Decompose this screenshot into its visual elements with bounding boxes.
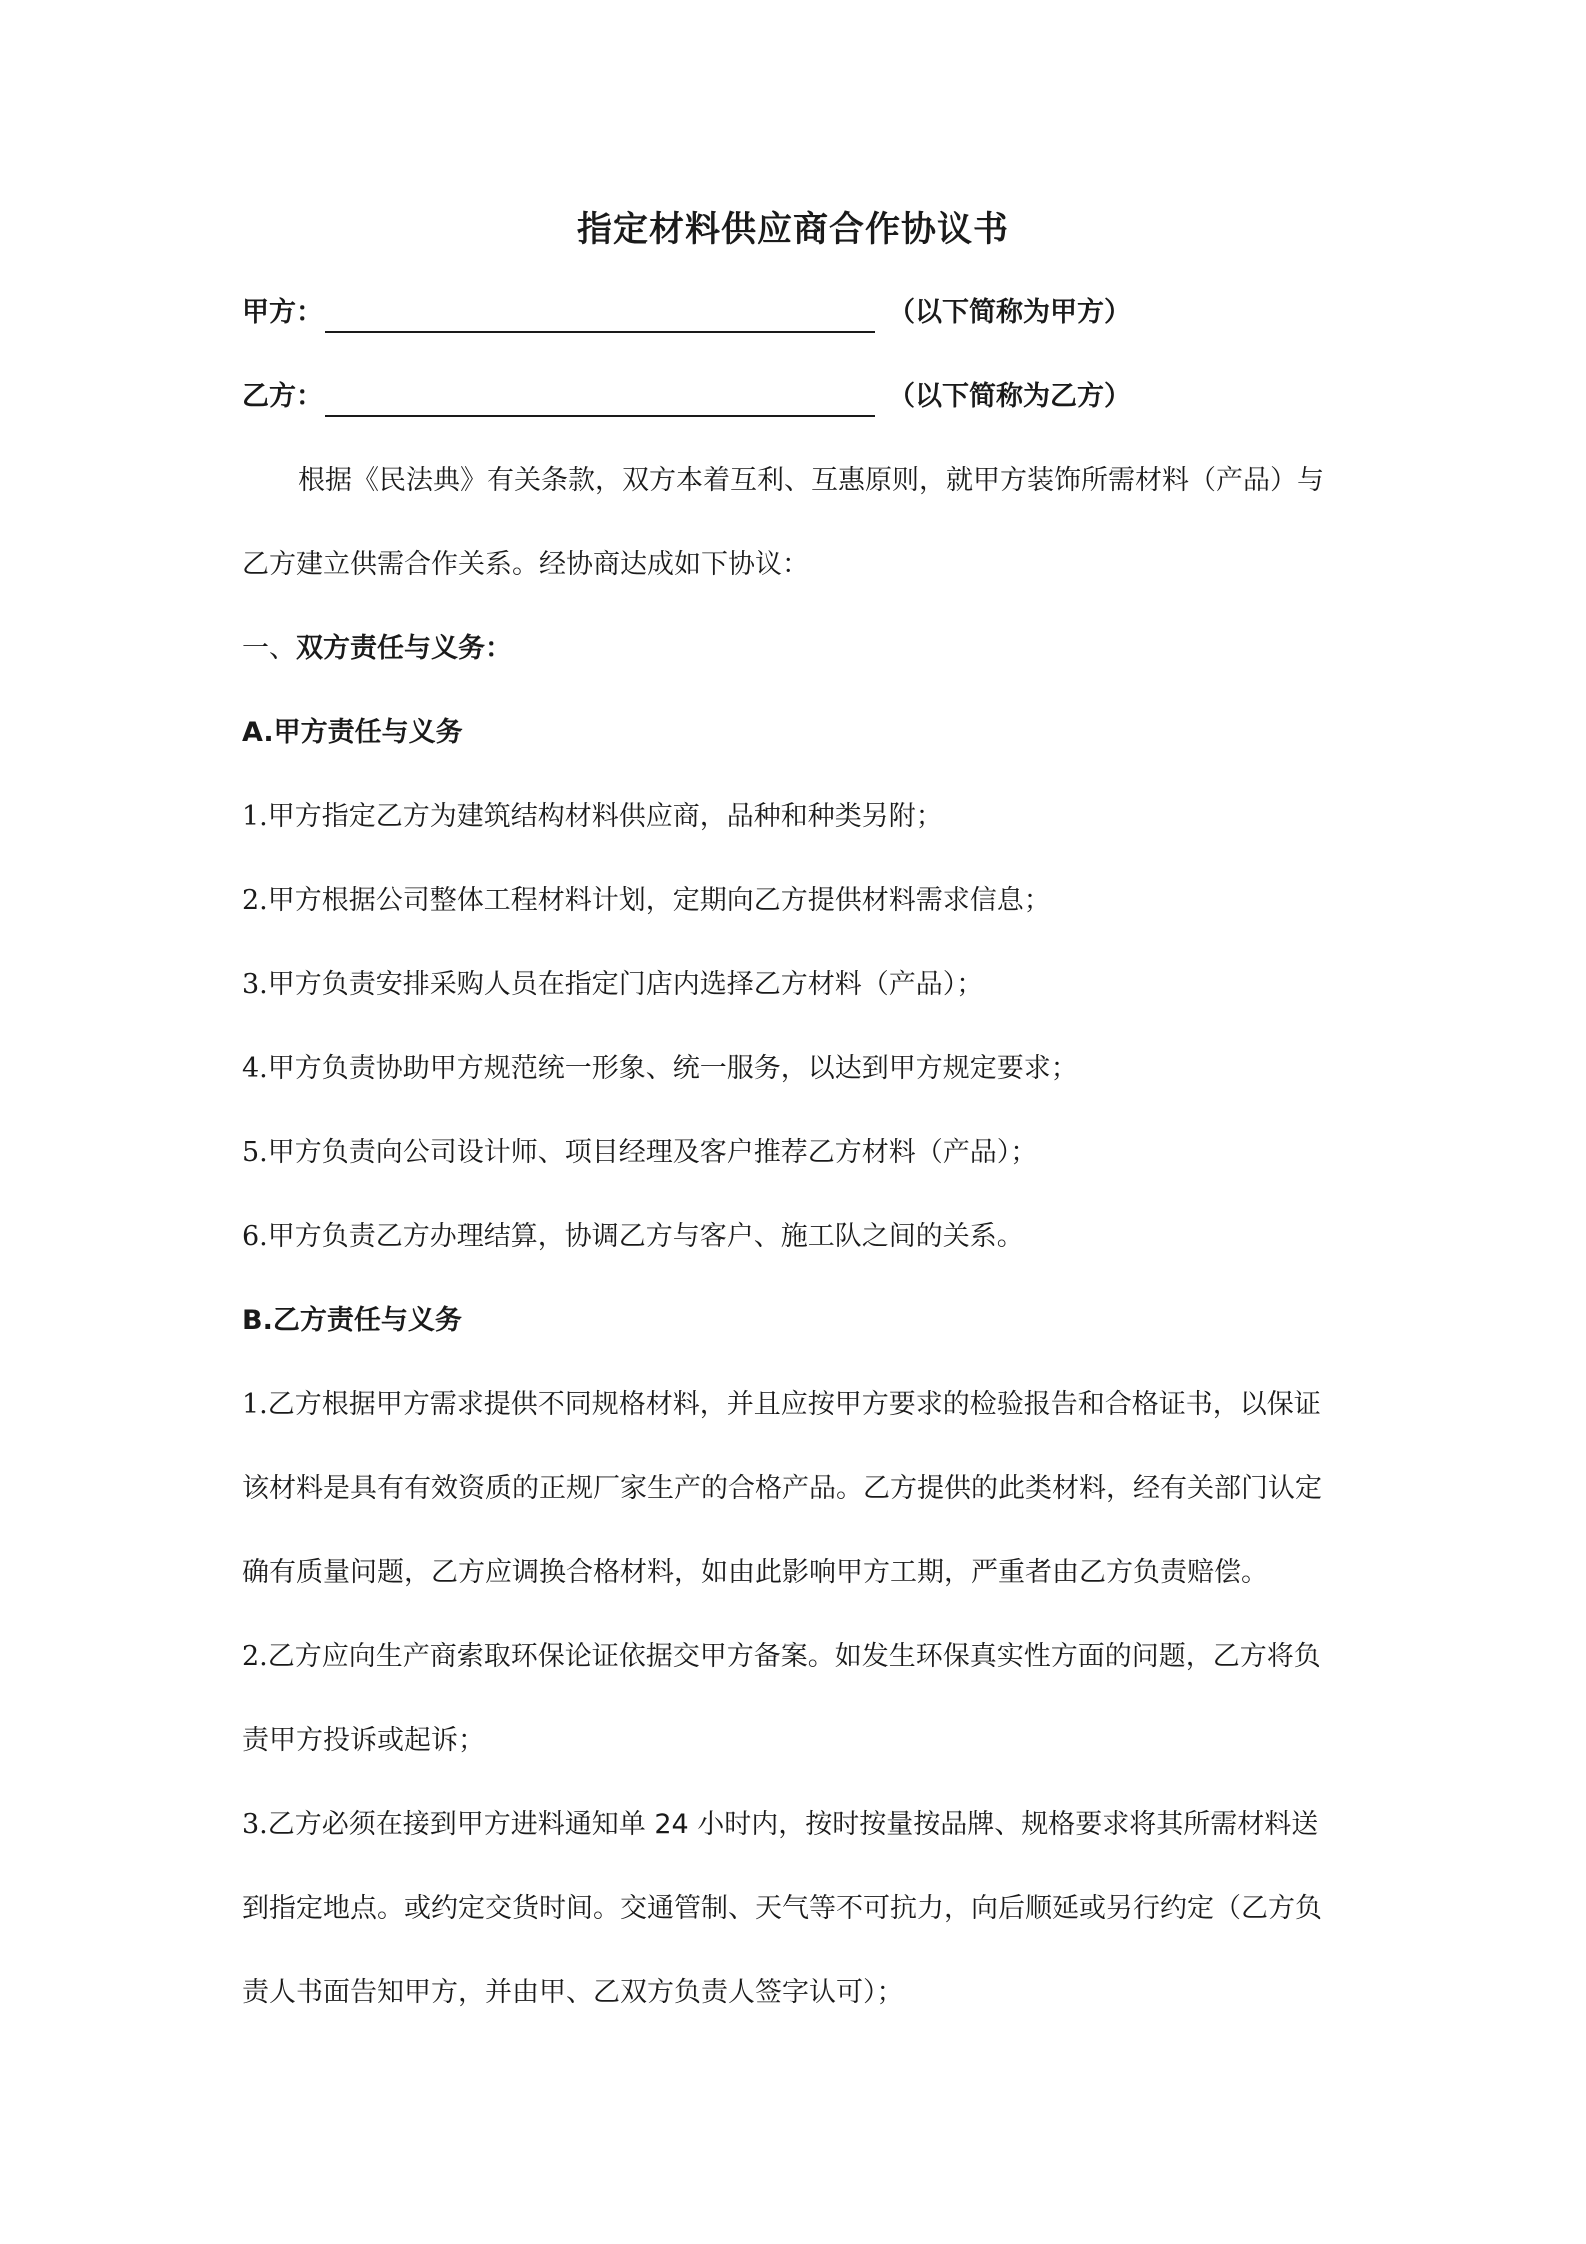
- party-a-label: 甲方：: [242, 297, 323, 328]
- item-number: 2.: [242, 885, 268, 916]
- party-b-label: 乙方：: [242, 381, 323, 412]
- list-item: [242, 797, 1362, 837]
- item-text: 甲方负责向公司设计师、项目经理及客户推荐乙方材料（产品）；: [267, 1137, 1038, 1168]
- item-continuation: 到指定地点。或约定交货时间。交通管制、天气等不可抗力，向后顺延或另行约定（乙方负: [242, 1893, 1322, 1924]
- sub-b-heading: B.乙方责任与义务: [242, 1305, 462, 1336]
- item-number: 3.: [242, 1809, 268, 1840]
- item-number: 3.: [242, 969, 268, 1000]
- list-item: [242, 965, 1362, 1005]
- list-item: [242, 1217, 1362, 1257]
- item-text: 甲方指定乙方为建筑结构材料供应商，品种和种类另附；: [267, 801, 943, 832]
- list-item: [242, 1805, 1362, 1845]
- item-number: 2.: [242, 1641, 268, 1672]
- sub-a-heading: A.甲方责任与义务: [242, 717, 463, 748]
- item-text: 甲方根据公司整体工程材料计划，定期向乙方提供材料需求信息；: [267, 885, 1051, 916]
- item-number: 1.: [242, 801, 268, 832]
- item-text: 乙方应向生产商索取环保论证依据交甲方备案。如发生环保真实性方面的问题，乙方将负: [267, 1641, 1321, 1672]
- list-item: [242, 1049, 1362, 1089]
- item-number: 4.: [242, 1053, 268, 1084]
- item-text: 甲方负责安排采购人员在指定门店内选择乙方材料（产品）；: [267, 969, 984, 1000]
- item-continuation: 确有质量问题，乙方应调换合格材料，如由此影响甲方工期，严重者由乙方负责赔偿。: [242, 1557, 1268, 1588]
- list-item: [242, 1637, 1362, 1677]
- list-item: [242, 1133, 1362, 1173]
- document-title: 指定材料供应商合作协议书: [576, 210, 1009, 250]
- section-1-heading: 一、双方责任与义务：: [242, 633, 512, 664]
- intro-line-2: 乙方建立供需合作关系。经协商达成如下协议：: [242, 549, 809, 580]
- item-continuation: 该材料是具有有效资质的正规厂家生产的合格产品。乙方提供的此类材料，经有关部门认定: [242, 1473, 1322, 1504]
- item-number: 5.: [242, 1137, 268, 1168]
- item-continuation: 责人书面告知甲方，并由甲、乙双方负责人签字认可）；: [242, 1977, 904, 2008]
- party-a-blank-line: [325, 331, 875, 333]
- section-1-heading-text: 双方责任与义务：: [296, 633, 512, 664]
- item-text: 乙方根据甲方需求提供不同规格材料，并且应按甲方要求的检验报告和合格证书，以保证: [267, 1389, 1321, 1420]
- item-text: 甲方负责协助甲方规范统一形象、统一服务，以达到甲方规定要求；: [267, 1053, 1078, 1084]
- party-a-note: （以下简称为甲方）: [888, 297, 1131, 328]
- party-b-note: （以下简称为乙方）: [888, 381, 1131, 412]
- item-number: 6.: [242, 1221, 268, 1252]
- item-number: 1.: [242, 1389, 268, 1420]
- party-b-blank-line: [325, 415, 875, 417]
- item-text: 乙方必须在接到甲方进料通知单 24 小时内，按时按量按品牌、规格要求将其所需材料送: [267, 1809, 1319, 1840]
- item-text: 甲方负责乙方办理结算，协调乙方与客户、施工队之间的关系。: [267, 1221, 1024, 1252]
- list-item: [242, 1385, 1362, 1425]
- intro-line-1: 根据《民法典》有关条款，双方本着互利、互惠原则，就甲方装饰所需材料（产品）与: [298, 465, 1324, 496]
- item-continuation: 责甲方投诉或起诉；: [242, 1725, 485, 1756]
- list-item: [242, 881, 1362, 921]
